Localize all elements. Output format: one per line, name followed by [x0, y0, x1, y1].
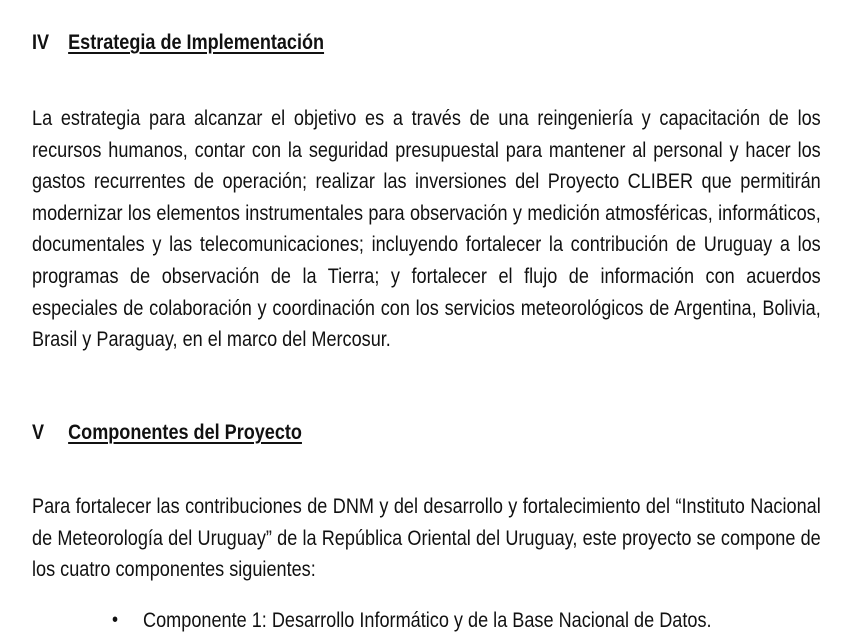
strategy-paragraph: La estrategia para alcanzar el objetivo es a través de una reingeniería y capacitación de los recursos humanos, contar con la seguridad presupuestal para mantener al personal y hacer los gastos recurrentes de operación; realizar las inversiones del Proyecto CLIBER que permitirán modernizar los elementos instrumentales para observación y medición atmosféricas, informáticos, documentales y las telecomunicaciones; incluyendo fortalecer la contribución de Uruguay a los programas de observación de la Tierra; y fortalecer el flujo de información con acuerdos especiales de colaboración y coordinación con los servicios meteorológicos de Argentina, Bolivia, Brasil y Paraguay, en el marco del Mercosur.	[32, 107, 821, 352]
section-title: Estrategia de Implementación	[68, 31, 325, 54]
section-number: IV	[32, 31, 50, 54]
section-number: V	[32, 421, 45, 444]
list-item	[112, 605, 712, 636]
section-title: Componentes del Proyecto	[68, 421, 302, 444]
bullet-icon: •	[112, 609, 119, 631]
section-heading-iv	[32, 30, 324, 56]
components-list	[112, 605, 712, 636]
components-paragraph: Para fortalecer las contribuciones de DNM y del desarrollo y fortalecimiento del “Instituto Nacional de Meteorología del Uruguay” de la República Oriental del Uruguay, este proyecto se compone de los cuatro componentes siguientes:	[32, 495, 821, 582]
section-heading-v	[32, 420, 302, 446]
list-item-text: Componente 1: Desarrollo Informático y de la Base Nacional de Datos.	[143, 609, 712, 632]
